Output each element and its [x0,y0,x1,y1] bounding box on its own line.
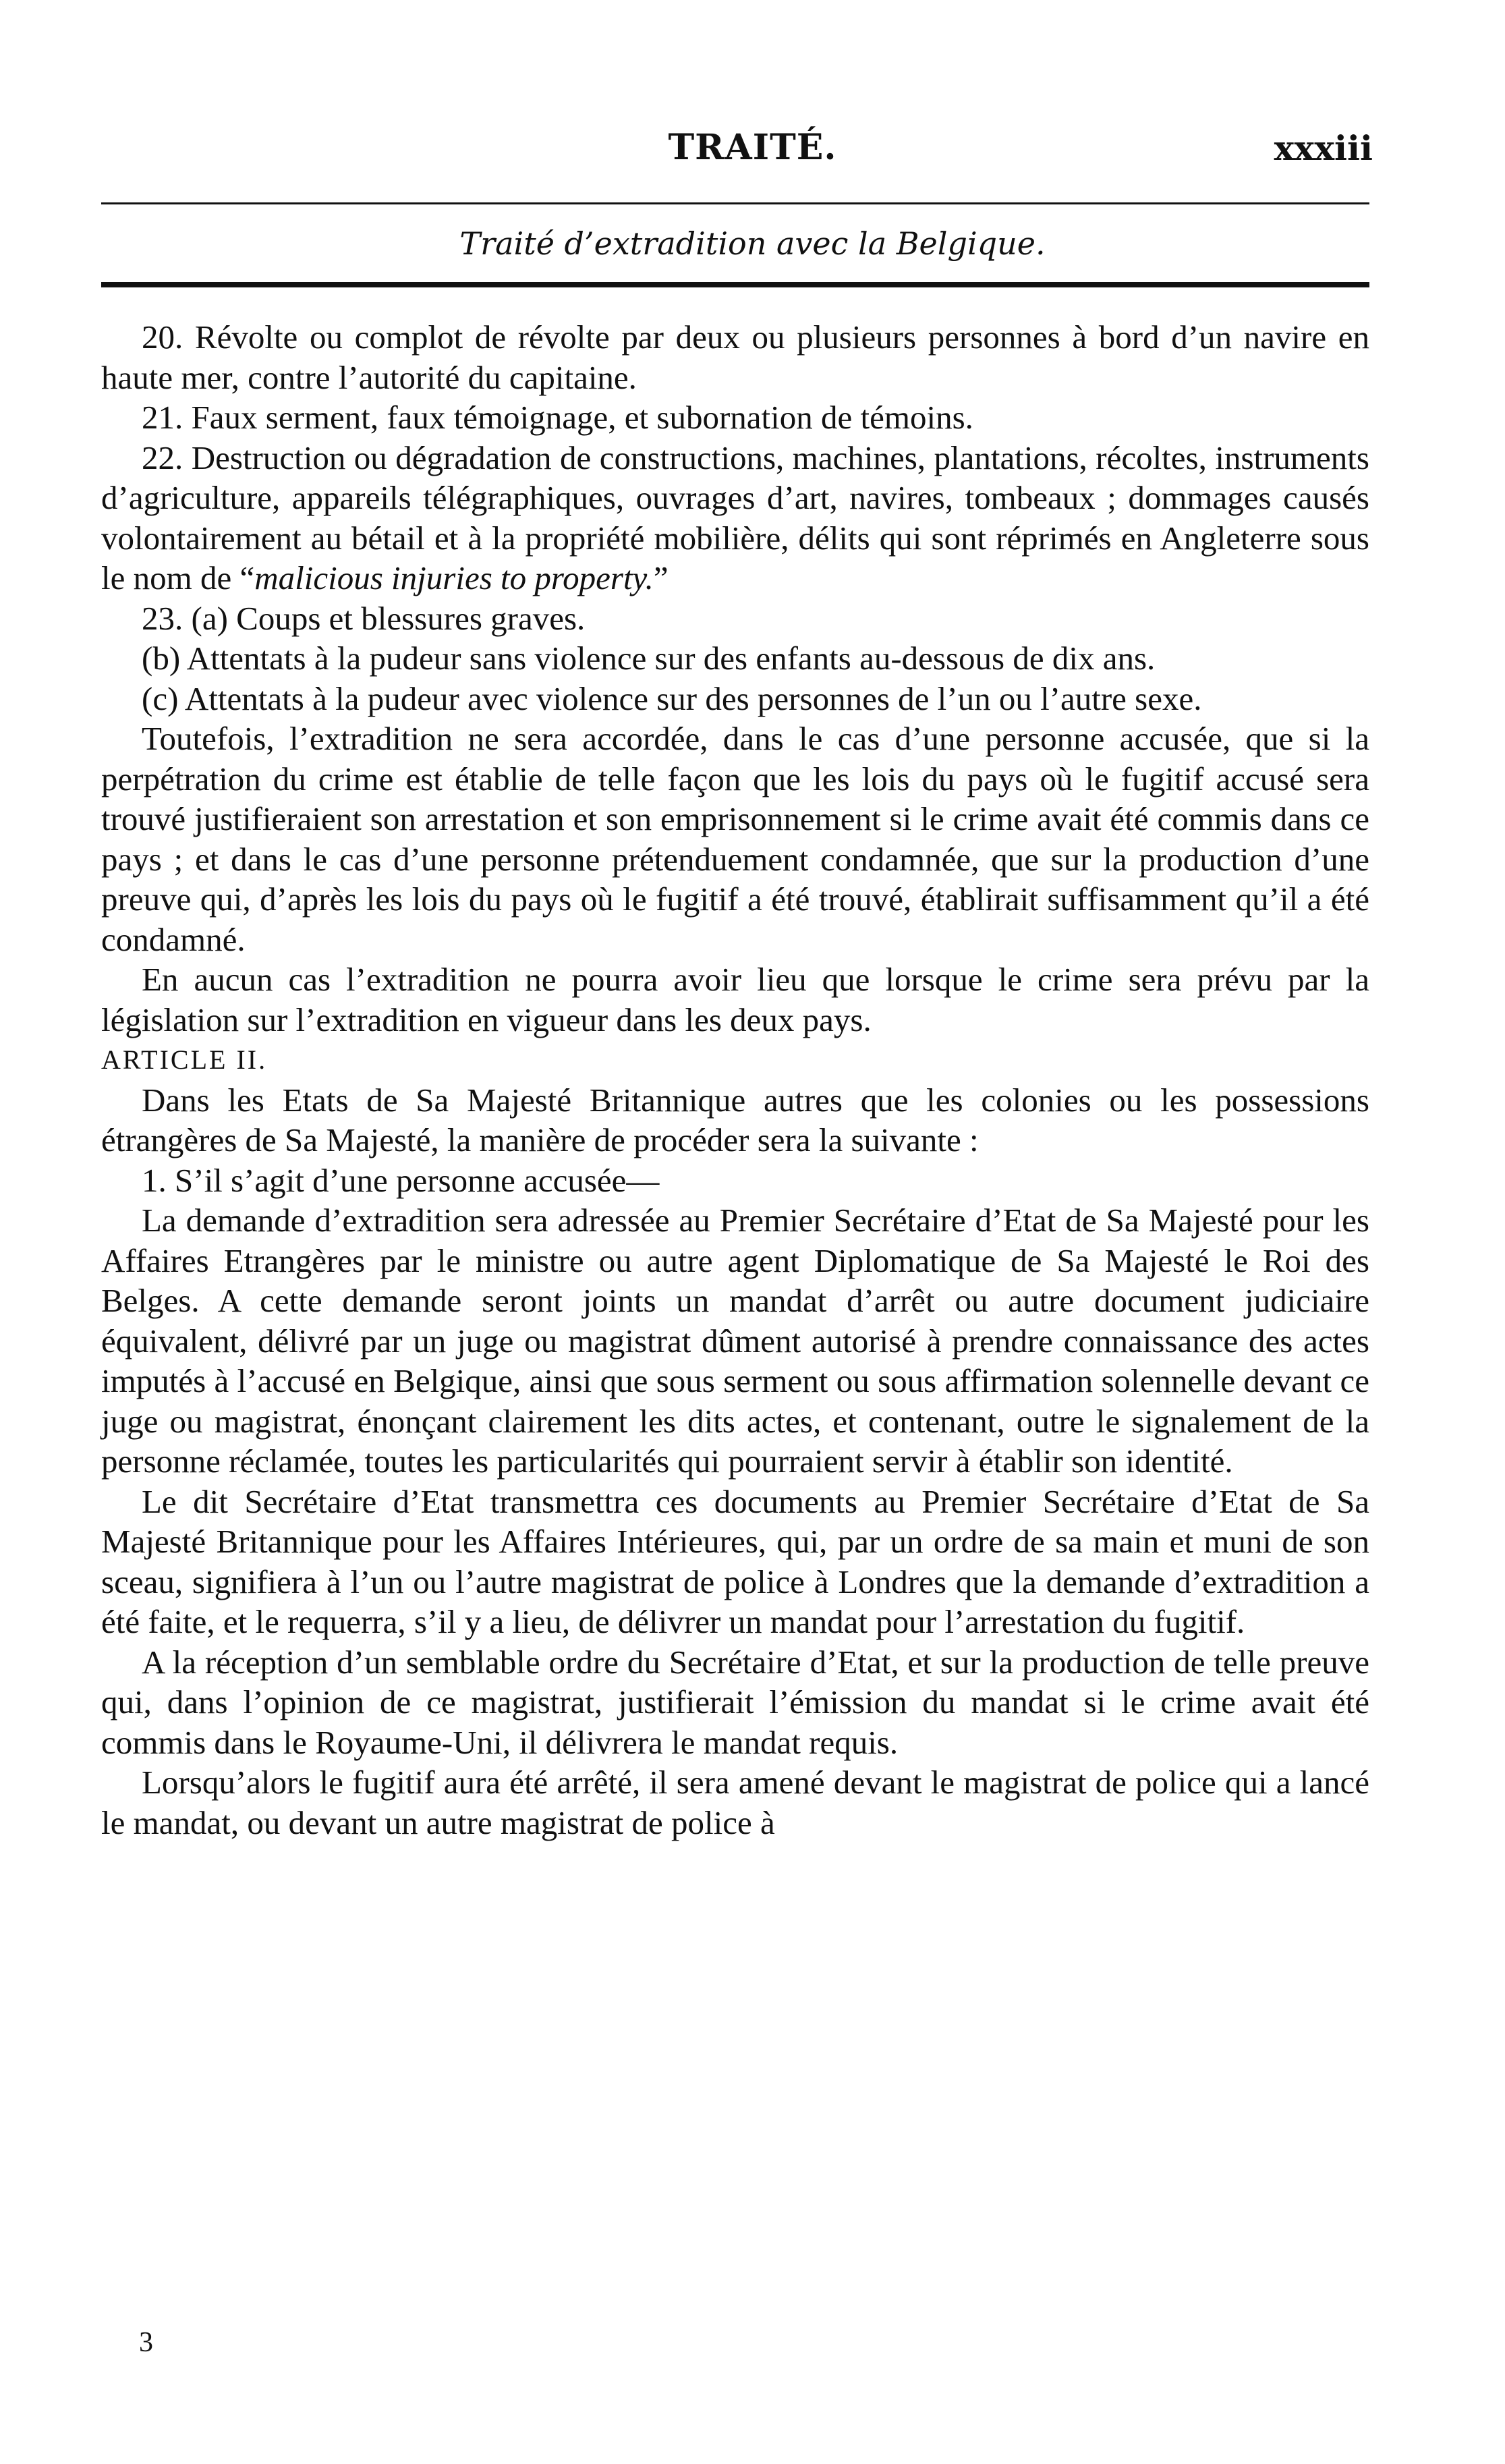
paragraph-lorsqu-alors: Lorsqu’alors le fugitif aura été arrêté, il sera amené devant le magistrat de police qui a lancé le mandat, ou devant un autre magistrat de police à [101,1764,1369,1841]
paragraph-22-text: 22. Destruction ou dégradation de constructions, machines, plantations, récoltes, instruments d’agriculture, appareils télégraphiques, ouvrages d’art, navires, tombeaux ; dommages causés volontairement au bétail et à la propriété mobilière, délits qui sont réprimés en Angleterre sous le nom de “ [101,439,1369,596]
body-text [101,317,1369,1843]
header-rule-thick [101,282,1369,287]
paragraph-a-la-reception: A la réception d’un semblable ordre du Secrétaire d’Etat, et sur la production de telle preuve qui, dans l’opinion de ce magistrat, justifierait l’émission du mandat si le crime avait été commis dans le Royaume-Uni, il délivrera le mandat requis. [101,1643,1369,1761]
header-rule-thin [101,202,1369,204]
running-title: TRAITÉ. [668,127,837,168]
paragraph-21: 21. Faux serment, faux témoignage, et subornation de témoins. [142,399,973,436]
paragraph-la-demande: La demande d’extradition sera adressée au Premier Secrétaire d’Etat de Sa Majesté pour les Affaires Etrangères par le ministre ou autre agent Diplomatique de Sa Majesté le Roi des Belges. A cette demande seront joints un mandat d’arrêt ou autre document judiciaire équivalent, délivré par un juge ou magistrat dûment autorisé à prendre connaissance des actes imputés à l’accusé en Belgique, ainsi que sous serment ou sous affirmation solennelle devant ce juge ou magistrat, énonçant clairement les dits actes, et contenant, outre le signalement de la personne réclamée, toutes les particularités qui pourraient servir à établir son identité. [101,1202,1369,1480]
paragraph-22-italic: malicious injuries to property. [254,559,654,596]
paragraph-23b: (b) Attentats à la pudeur sans violence sur des enfants au-dessous de dix ans. [142,640,1156,677]
paragraph-en-aucun-cas: En aucun cas l’extradition ne pourra avoir lieu que lorsque le crime sera prévu par la législation sur l’extradition en vigueur dans les deux pays. [101,961,1369,1038]
paragraph-22-close: ” [653,559,669,596]
section-subtitle: Traité d’extradition avec la Belgique. [459,225,1046,262]
paragraph-22 [101,438,1369,598]
paragraph-23c: (c) Attentats à la pudeur avec violence sur des personnes de l’un ou l’autre sexe. [142,679,1202,717]
paragraph-23a: 23. (a) Coups et blessures graves. [142,599,586,637]
article-heading: ARTICLE II. [101,1044,268,1075]
paragraph-1: 1. S’il s’agit d’une personne accusée— [142,1161,660,1199]
paragraph-le-dit: Le dit Secrétaire d’Etat transmettra ces documents au Premier Secrétaire d’Etat de Sa Majesté Britannique pour les Affaires Intérieures, qui, par un ordre de sa main et muni de son sceau, signifiera à l’un ou l’autre magistrat de police à Londres que la demande d’extradition a été faite, et le requerra, s’il y a lieu, de délivrer un mandat pour l’arrestation du fugitif. [101,1482,1369,1640]
paragraph-dans-les-etats: Dans les Etats de Sa Majesté Britannique autres que les colonies ou les possessions étrangères de Sa Majesté, la manière de procéder sera la suivante : [101,1081,1369,1158]
signature-mark: 3 [139,2327,153,2358]
page-number: xxxiii [1274,128,1373,168]
running-head [0,127,1505,174]
paragraph-20: 20. Révolte ou complot de révolte par deux ou plusieurs personnes à bord d’un navire en haute mer, contre l’autorité du capitaine. [101,318,1369,396]
paragraph-toutefois: Toutefois, l’extradition ne sera accordée, dans le cas d’une personne accusée, que si la perpétration du crime est établie de telle façon que les lois du pays où le fugitif accusé sera trouvé justifieraient son arrestation et son emprisonnement si le crime avait été commis dans ce pays ; et dans le cas d’une personne prétenduement condamnée, que sur la production d’une preuve qui, d’après les lois du pays où le fugitif a été trouvé, établirait suffisamment qu’il a été condamné. [101,720,1369,958]
